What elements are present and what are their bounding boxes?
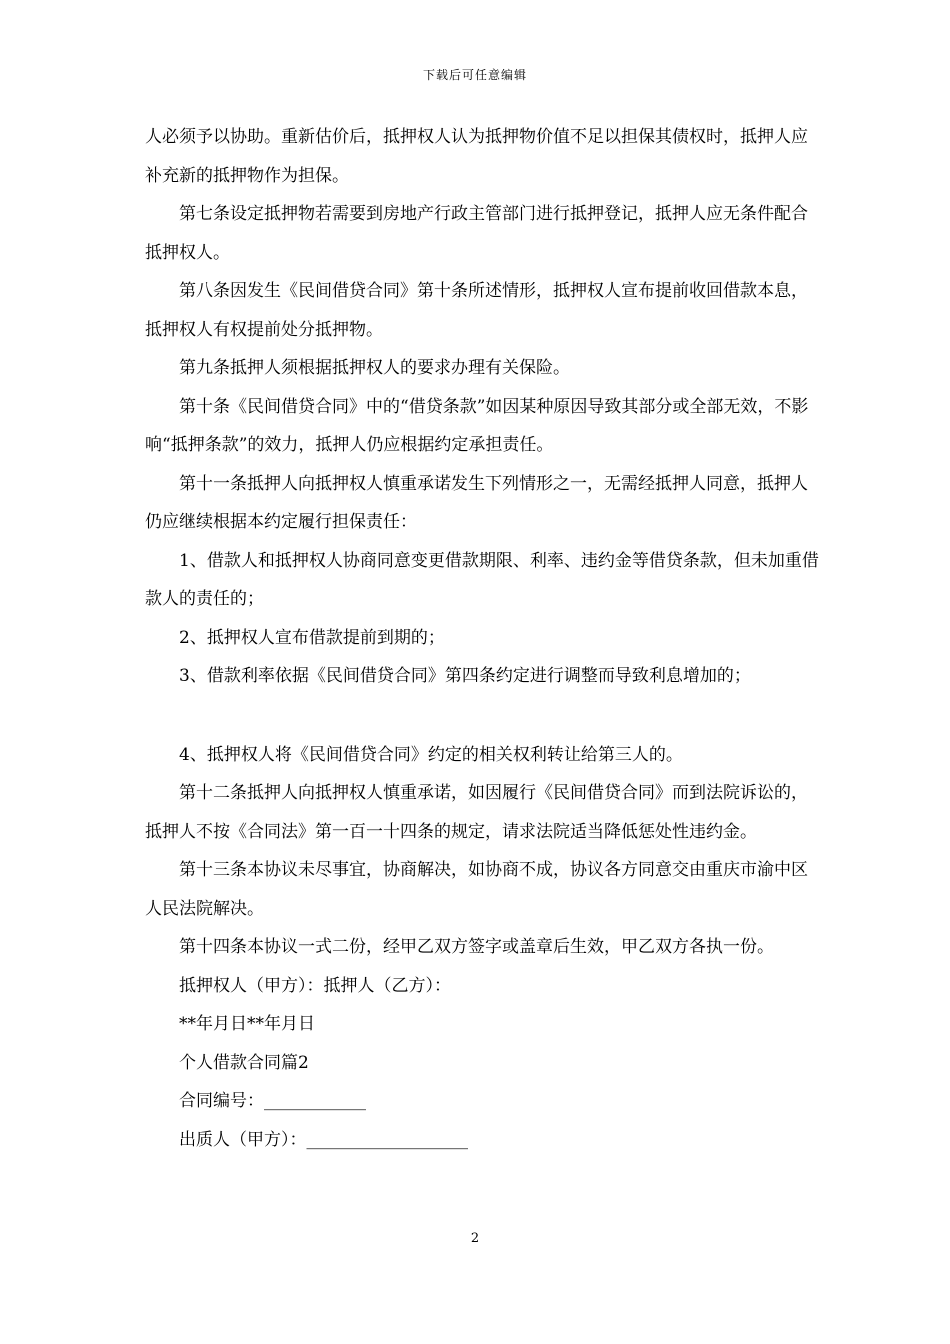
- paragraph-article-11: 第十一条抵押人向抵押权人慎重承诺发生下列情形之一，无需经抵押人同意，抵押人仍应继续根据本约定履行担保责任：: [145, 473, 808, 532]
- contract-number-field: 合同编号：____________: [179, 1091, 366, 1111]
- paragraph-gap: [145, 696, 820, 736]
- signature-parties: 抵押权人（甲方）：抵押人（乙方）：: [179, 975, 451, 996]
- section-title: 个人借款合同篇2: [179, 1052, 309, 1073]
- list-item-3: 3、借款利率依据《民间借贷合同》第四条约定进行调整而导致利息增加的；: [179, 666, 751, 686]
- pledgor-field: 出质人（甲方）：___________________: [179, 1129, 468, 1150]
- paragraph-continuation: 人必须予以协助。重新估价后，抵押权人认为抵押物价值不足以担保其债权时，抵押人应补充新的抵押物作为担保。: [145, 127, 808, 186]
- list-item-1: 1、借款人和抵押权人协商同意变更借款期限、利率、违约金等借贷条款，但未加重借款人的责任的；: [145, 550, 819, 609]
- paragraph-article-12: 第十二条抵押人向抵押权人慎重承诺，如因履行《民间借贷合同》而到法院诉讼的，抵押人不按《合同法》第一百一十四条的规定，请求法院适当降低惩处性违约金。: [145, 783, 808, 842]
- paragraph-article-10: 第十条《民间借贷合同》中的“借贷条款”如因某种原因导致其部分或全部无效，不影响“抵押条款”的效力，抵押人仍应根据约定承担责任。: [145, 396, 809, 455]
- list-item-2: 2、抵押权人宣布借款提前到期的；: [179, 627, 445, 648]
- document-body: [145, 118, 820, 1159]
- paragraph-article-9: 第九条抵押人须根据抵押权人的要求办理有关保险。: [179, 358, 570, 378]
- signature-dates: **年月日**年月日: [179, 1014, 315, 1034]
- page-header: 下载后可任意编辑: [422, 68, 527, 82]
- paragraph-article-14: 第十四条本协议一式二份，经甲乙双方签字或盖章后生效，甲乙双方各执一份。: [179, 937, 774, 957]
- page-number: 2: [470, 1231, 480, 1246]
- paragraph-article-7: 第七条设定抵押物若需要到房地产行政主管部门进行抵押登记，抵押人应无条件配合抵押权人。: [145, 204, 808, 263]
- paragraph-article-8: 第八条因发生《民间借贷合同》第十条所述情形，抵押权人宣布提前收回借款本息，抵押权人有权提前处分抵押物。: [145, 281, 808, 340]
- list-item-4: 4、抵押权人将《民间借贷合同》约定的相关权利转让给第三人的。: [179, 744, 683, 765]
- paragraph-article-13: 第十三条本协议未尽事宜，协商解决，如协商不成，协议各方同意交由重庆市渝中区人民法院解决。: [145, 860, 808, 919]
